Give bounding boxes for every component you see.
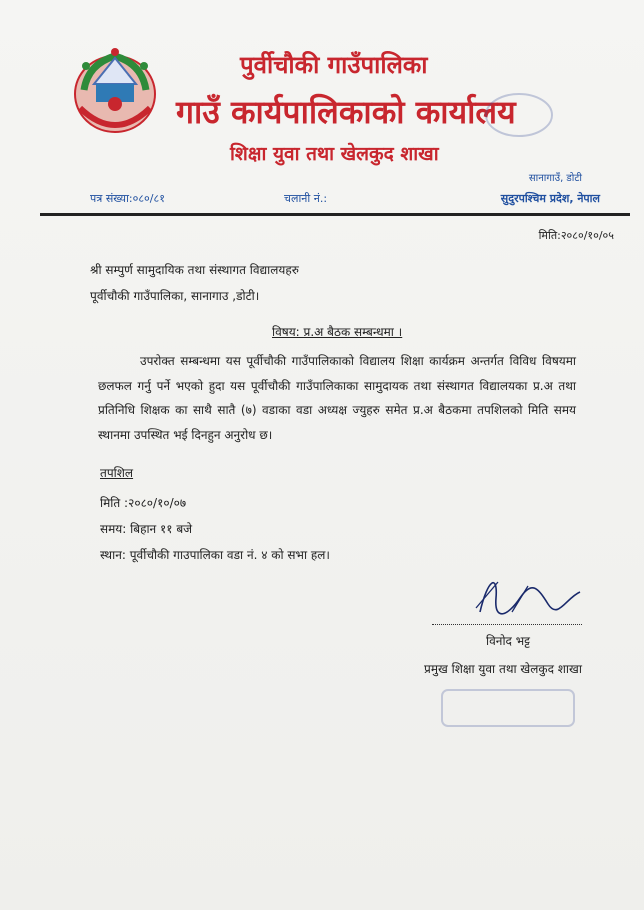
addressee-line1: श्री सम्पुर्ण सामुदायिक तथा संस्थागत विद्यालयहरु xyxy=(90,263,299,277)
addressee-line2: पूर्वीचौकी गाउँपालिका, सानागाउ ,डोटी। xyxy=(90,289,260,303)
handwritten-signature-icon xyxy=(468,568,586,626)
letter-body xyxy=(98,349,576,447)
address-local: सानागाउँ, डोटी xyxy=(528,173,582,184)
meeting-date: मिति :२०८०/१०/०७ xyxy=(100,496,187,510)
letterhead-office: गाउँ कार्यपालिकाको कार्यालय xyxy=(176,93,516,131)
patra-sankhya: पत्र संख्या:०८०/८१ xyxy=(90,192,165,205)
header-divider xyxy=(40,213,630,216)
chalani-number: चलानी नं.: xyxy=(284,192,328,205)
signatory-title: प्रमुख शिक्षा युवा तथा खेलकुद शाखा xyxy=(424,662,582,676)
signatory-name: विनोद भट्ट xyxy=(486,634,531,648)
nepal-emblem-icon xyxy=(66,46,164,138)
letter-date: मिति:२०८०/१०/०५ xyxy=(538,229,614,242)
tapashil-heading: तपशिल xyxy=(100,466,134,480)
letterhead-section: शिक्षा युवा तथा खेलकुद शाखा xyxy=(230,143,439,165)
subject-line: विषय: प्र.अ बैठक सम्बन्धमा । xyxy=(272,325,403,339)
address-province: सुदुरपश्चिम प्रदेश, नेपाल xyxy=(500,192,600,205)
signature-line xyxy=(432,624,582,625)
meeting-venue: स्थान: पूर्वीचौकी गाउपालिका वडा नं. ४ को सभा हल। xyxy=(100,548,330,562)
letter-body-text: उपरोक्त सम्बन्धमा यस पूर्वीचौकी गाउँपालिकाको विद्यालय शिक्षा कार्यक्रम अन्तर्गत विविध विषयमा छलफल गर्नु पर्ने भएको हुदा यस पूर्वीचौकी गाउँपालिकाका सामुदायक तथा संस्थागत विद्यालयका प्र.अ तथा प्रतिनिधि शिक्षक का साथै सातै (७) वडाका वडा अध्यक्ष ज्युहरु समेत प्र.अ बैठकमा तपशिलको मिति समय स्थानमा उपस्थित भई दिनहुन अनुरोध छ। xyxy=(98,354,576,442)
faint-stamp-icon xyxy=(484,92,554,138)
letterhead-municipality: पुर्वीचौकी गाउँपालिका xyxy=(240,51,428,79)
meeting-time: समय: बिहान ११ बजे xyxy=(100,522,193,536)
office-stamp-icon xyxy=(438,686,578,730)
